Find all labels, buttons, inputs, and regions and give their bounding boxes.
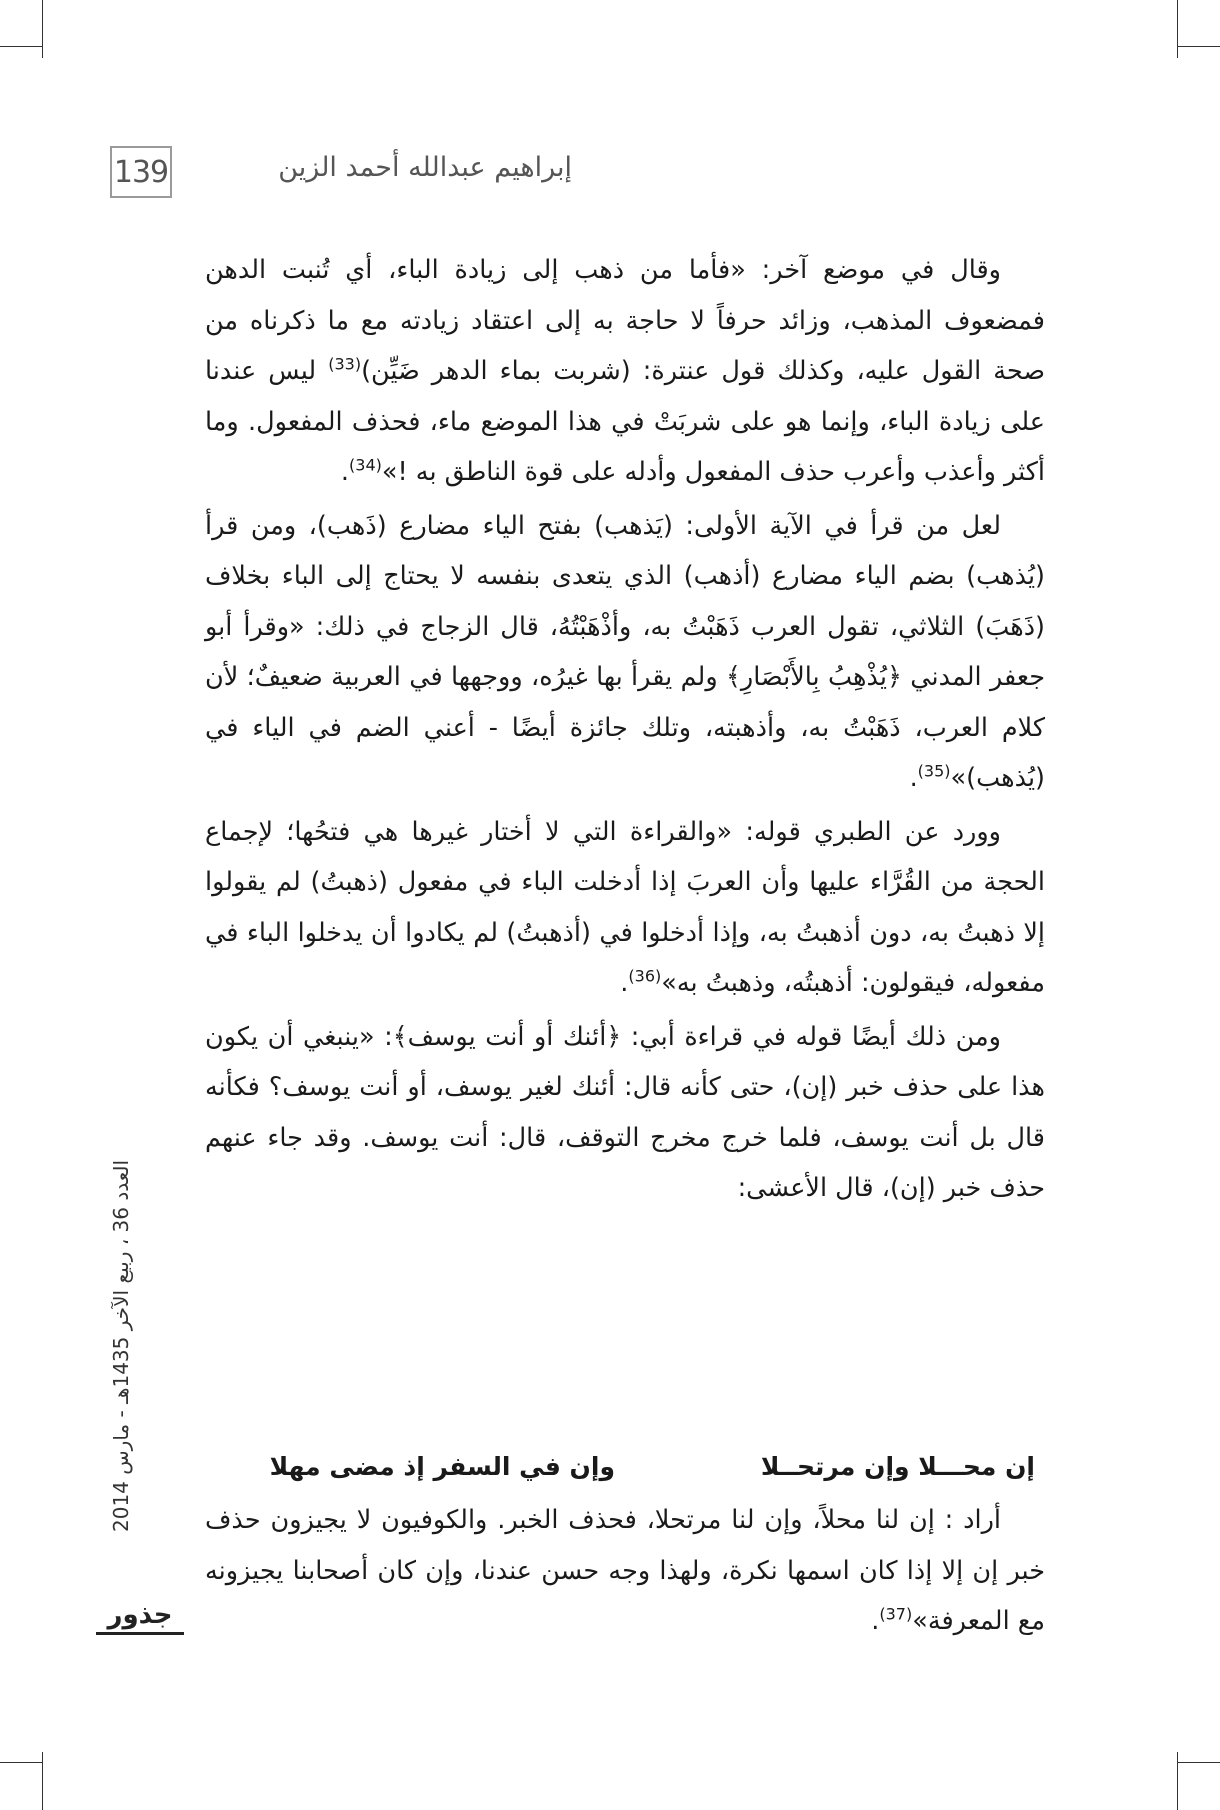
paragraph: وقال في موضع آخر: «فأما من ذهب إلى زيادة الباء، أي تُنبت الدهن فمضعوف المذهب، وزائد حرفاً لا حاجة به إلى اعتقاد زيادته مع ما ذكرناه من صحة القول عليه، وكذلك قول عنترة: (شربت بماء الدهر ضَيِّن)$^{(33)}$ ليس عندنا على زيادة الباء، وإنما هو على شربَتْ في هذا الموضع ماء، فحذف المفعول. وما أكثر وأعذب وأعرب حذف المفعول وأدله على قوة الناطق به !»$^{(34)}$.: [205, 255, 1045, 487]
footnote-ref: (33): [328, 354, 362, 374]
footnote-ref: (35): [917, 761, 951, 781]
article-body: [205, 245, 1045, 1217]
page-number: [110, 146, 172, 198]
poem-verse: [205, 1444, 1045, 1494]
poem-hemistich-second: وإن في السفر إذ مضى مهلا: [269, 1452, 615, 1481]
crop-mark: [1177, 0, 1178, 58]
crop-mark: [42, 0, 43, 58]
running-head-author: إبراهيم عبدالله أحمد الزين: [278, 152, 572, 183]
journal-name: جذور: [107, 1600, 173, 1630]
article-body-closing: [205, 1495, 1045, 1647]
crop-mark: [42, 1752, 43, 1810]
logo-underline: [96, 1632, 184, 1635]
footnote-ref: (36): [628, 966, 662, 986]
crop-mark: [0, 1762, 42, 1763]
journal-logo: [96, 1600, 184, 1635]
crop-mark: [1177, 1752, 1178, 1810]
page-number-text: 139: [113, 154, 169, 190]
paragraph: ومن ذلك أيضًا قوله في قراءة أبي: ﴿أئنك أو أنت يوسف﴾: «ينبغي أن يكون هذا على حذف خبر (إن)، حتى كأنه قال: أئنك لغير يوسف، أو أنت يوسف؟ فكأنه قال بل أنت يوسف، فلما خرج مخرج التوقف، قال: أنت يوسف. وقد جاء عنهم حذف خبر (إن)، قال الأعشى:: [205, 1021, 1045, 1203]
crop-mark: [0, 46, 42, 47]
poem-hemistich-first: إن محـــلا وإن مرتحــلا: [760, 1452, 1035, 1481]
issue-info-text: العدد 36 ، ربيع الآخر 1435هـ - مارس 2014: [109, 1159, 133, 1532]
paragraph: أراد : إن لنا محلاً، وإن لنا مرتحلا، فحذف الخبر. والكوفيون لا يجيزون حذف خبر إن إلا إذا كان اسمها نكرة، ولهذا وجه حسن عندنا، وإن كان أصحابنا يجيزونه مع المعرفة»$^{(37)}$.: [205, 1505, 1045, 1636]
paragraph: لعل من قرأ في الآية الأولى: (يَذهب) بفتح الياء مضارع (ذَهب)، ومن قرأ (يُذهب) بضم الياء مضارع (أذهب) الذي يتعدى بنفسه لا يحتاج إلى الباء بخلاف (ذَهَبَ) الثلاثي، تقول العرب ذَهَبْتُ به، وأذْهَبْتُهُ، قال الزجاج في ذلك: «وقرأ أبو جعفر المدني ﴿يُذْهِبُ بِالأَبْصَارِ﴾ ولم يقرأ بها غيرُه، ووجهها في العربية ضعيفٌ؛ لأن كلام العرب، ذَهَبْتُ به، وأذهبته، وتلك جائزة أيضًا - أعني الضم في الياء في (يُذهب)»$^{(35)}$.: [205, 510, 1045, 793]
crop-mark: [1178, 1762, 1220, 1763]
crop-mark: [1178, 46, 1220, 47]
footnote-ref: (34): [349, 455, 382, 475]
paragraph: وورد عن الطبري قوله: «والقراءة التي لا أختار غيرها هي فتحُها؛ لإجماع الحجة من القُرَّاء عليها وأن العربَ إذا أدخلت الباء في مفعول (ذهبتُ) لم يقولوا إلا ذهبتُ به، دون أذهبتُ به، وإذا أدخلوا في (أذهبتُ) لم يكادوا أن يدخلوا الباء في مفعوله، فيقولون: أذهبتُه، وذهبتُ به»$^{(36)}$.: [205, 816, 1045, 998]
footnote-ref: (37): [879, 1604, 913, 1624]
issue-info-vertical: [109, 1159, 133, 1533]
